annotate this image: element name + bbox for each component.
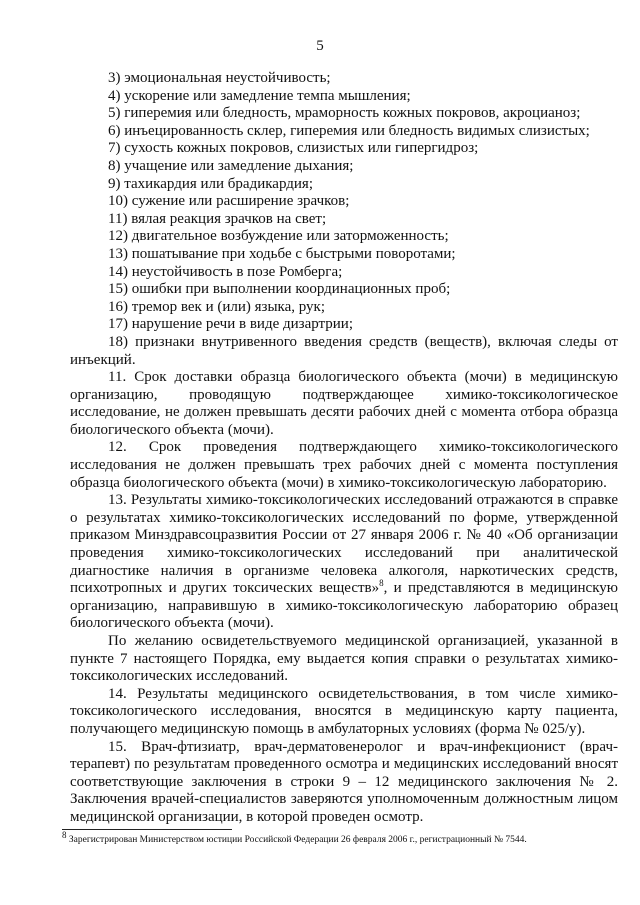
list-item: 4) ускорение или замедление темпа мышления;: [108, 87, 411, 104]
list-item: 17) нарушение речи в виде дизартрии;: [108, 316, 353, 333]
footnote-divider: [62, 829, 232, 830]
footnote-ref: 8: [379, 578, 384, 589]
list-item: 3) эмоциональная неустойчивость;: [108, 70, 331, 86]
paragraph-request: По желанию освидетельствуемого медицинской организацией, указанной в пункте 7 настоящего Порядка, ему выдается копия справки о результатах химико-токсикологических исследований.: [70, 633, 618, 685]
list-item: 15) ошибки при выполнении координационных проб;: [108, 281, 451, 298]
list-item: 7) сухость кожных покровов, слизистых или гипергидроз;: [108, 140, 479, 157]
page-number: 5: [316, 38, 324, 54]
footnote-mark: 8: [62, 829, 67, 840]
paragraph-14: 14. Результаты медицинского освидетельствования, в том числе химико-токсикологического исследования, вносятся в медицинскую карту пациента, получающего медицинскую помощь в амбулаторных условиях (форма № 025/у).: [70, 685, 618, 737]
list-item: 6) инъецированность склер, гиперемия или бледность видимых слизистых;: [108, 122, 590, 139]
paragraph-13-text: 13. Результаты химико-токсикологических исследований отражаются в справке о результатах химико-токсикологических исследований по форме, утвержденной приказом Минздравсоцразвития России от 27 января 2006 г. № 40 «Об организации проведения химико-токсикологических исследований при аналитической диагностике наличия в организме человека алкоголя, наркотических средств, психотропных и других токсических веществ»: [70, 492, 618, 597]
document-body: [70, 70, 618, 827]
list-item: 10) сужение или расширение зрачков;: [108, 193, 350, 210]
footnote: [62, 829, 622, 846]
list-item: 11) вялая реакция зрачков на свет;: [108, 210, 327, 227]
list-item: 14) неустойчивость в позе Ромберга;: [108, 263, 343, 280]
list-item: 13) пошатывание при ходьбе с быстрыми поворотами;: [108, 245, 456, 262]
list-item: 12) двигательное возбуждение или заторможенность;: [108, 228, 449, 245]
list-item: 5) гиперемия или бледность, мраморность кожных покровов, акроцианоз;: [108, 105, 581, 122]
list-item: 16) тремор век и (или) языка, рук;: [108, 298, 326, 315]
footnote-text: Зарегистрирован Министерством юстиции Российской Федерации 26 февраля 2006 г., регистрационный № 7544.: [66, 835, 527, 845]
paragraph-15: 15. Врач-фтизиатр, врач-дерматовенеролог и врач-инфекционист (врач-терапевт) по результатам проведенного осмотра и медицинских исследований вносят соответствующие заключения в строки 9 – 12 медицинского заключения № 2. Заключения врачей-специалистов заверяются уполномоченным должностным лицом медицинской организации, в которой проведен осмотр.: [70, 738, 618, 825]
list-item: 8) учащение или замедление дыхания;: [108, 157, 354, 174]
paragraph-11: 11. Срок доставки образца биологического объекта (мочи) в медицинскую организацию, проводящую подтверждающее химико-токсикологическое исследование, не должен превышать десяти рабочих дней с момента отбора образца биологического объекта (мочи).: [70, 369, 618, 438]
paragraph-13: [70, 492, 618, 633]
list-item-18: 18) признаки внутривенного введения средств (веществ), включая следы от инъекций.: [70, 333, 618, 368]
list-item: 9) тахикардия или брадикардия;: [108, 175, 313, 192]
paragraph-13-text-end: , и представляются в медицинскую организацию, направившую в химико-токсикологическую лабораторию образец биологического объекта (мочи).: [70, 580, 618, 632]
paragraph-12: 12. Срок проведения подтверждающего химико-токсикологического исследования не должен превышать трех рабочих дней с момента поступления образца биологического объекта (мочи) в химико-токсикологическую лабораторию.: [70, 439, 618, 491]
